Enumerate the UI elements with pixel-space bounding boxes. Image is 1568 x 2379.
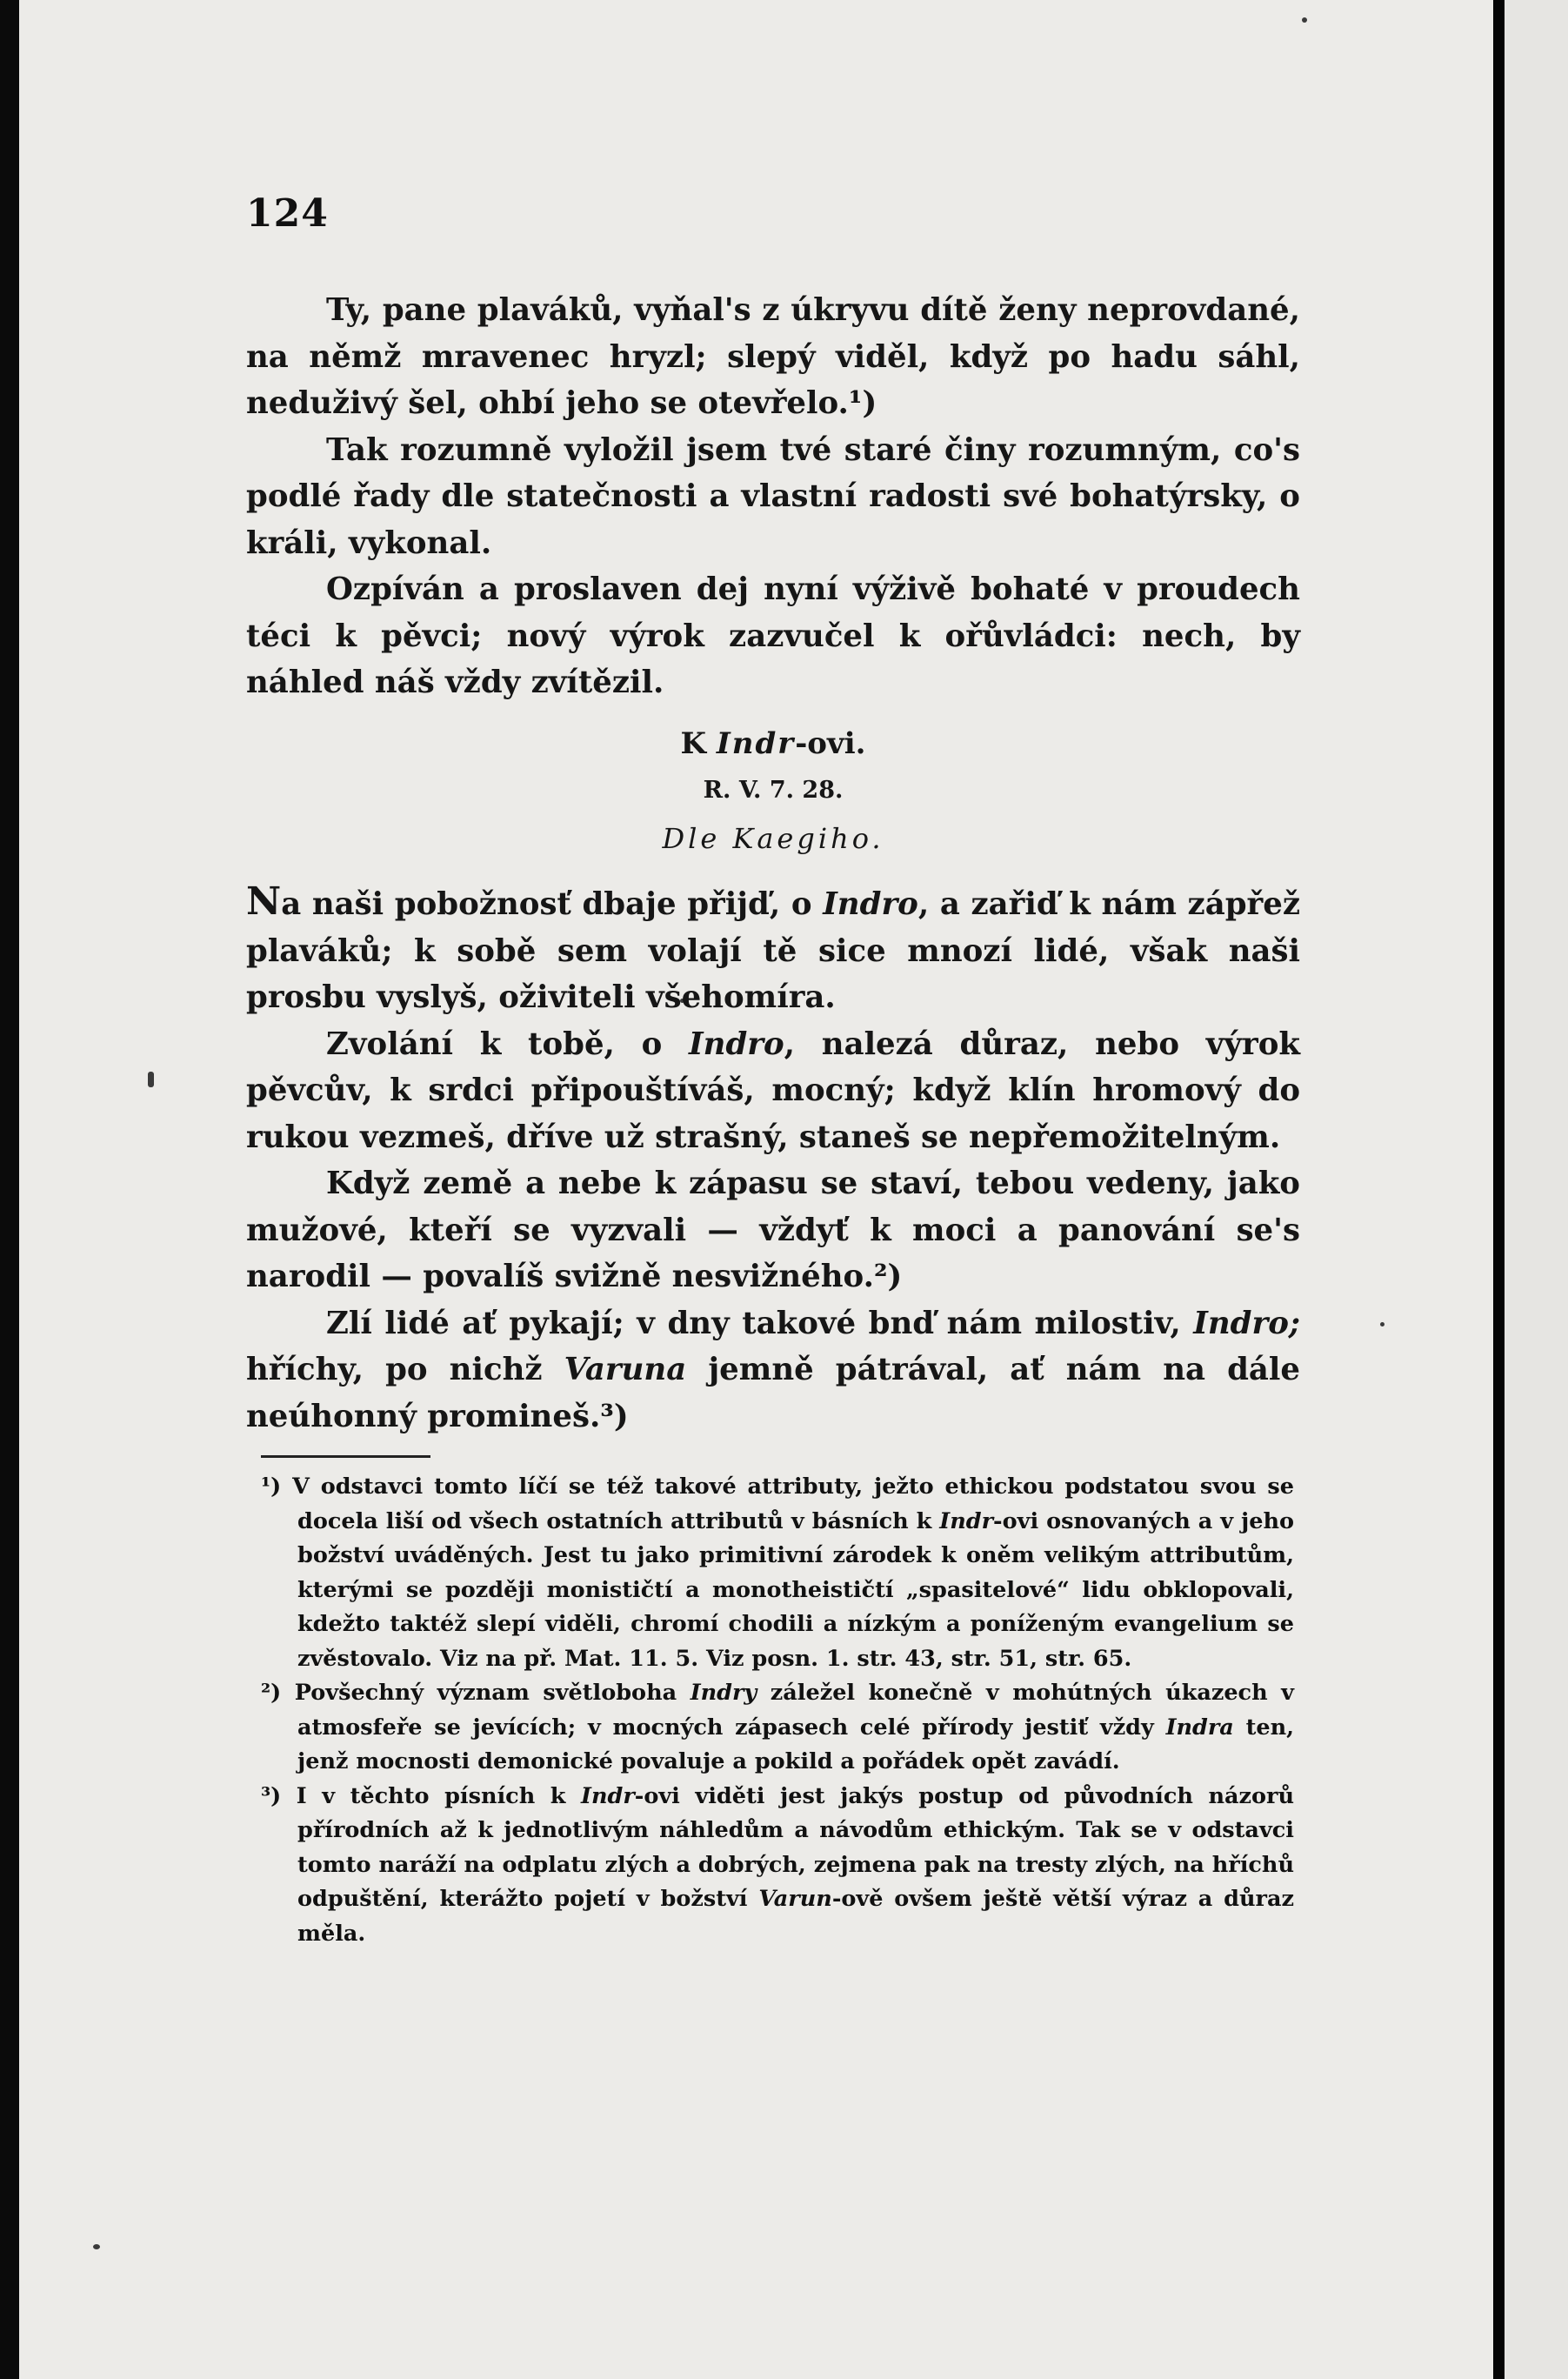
footnote-1	[261, 1470, 1294, 1676]
footnote-1-b: -ovi osnovaných a v jeho božství uváděných. Jest tu jako primitivní zárodek k oněm velikým attributům, kterými se později monističtí a monotheističtí „spasitelové“ lidu obklopovali, kdežto taktéž slepí viděli, chromí chodili a nízkým a poníženým evangelium se zvěstovalo. Viz na př. Mat. 11. 5. Viz posn. 1. str. 43, str. 51, str. 65.	[297, 1507, 1294, 1672]
intro-text	[246, 287, 1300, 706]
footnote-3	[261, 1780, 1294, 1952]
footnote-3-b: -ovi viděti jest jakýs postup od původních názorů přírodních až k jednotlivým náhledům a návodům ethickým. Tak se v odstavci tomto naráží na odplatu zlých a dobrých, zejmena pak na tresty zlých, na hříchů odpuštění, kterážto pojetí v božství	[297, 1782, 1295, 1912]
footnote-2-b: záležel konečně v mohútných úkazech v atmosfeře se jevících; v mocných zápasech celé přírody jestiť vždy	[297, 1680, 1294, 1741]
hymn-p1-b: , a zařiď k nám zápřež plaváků; k sobě sem volají tě sice mnozí lidé, však naši prosbu vyslyš, oživiteli všehomíra.	[246, 886, 1300, 1015]
footnote-1-mark: ¹)	[261, 1474, 282, 1500]
intro-paragraph-2: Tak rozumně vyložil jsem tvé staré činy rozumným, co's podlé řady dle statečnosti a vlastní radosti své bohatýrsky, o králi, vykonal.	[246, 431, 1300, 561]
hymn-p4-name2: Varuna	[564, 1352, 687, 1387]
hymn-paragraph-4	[246, 1300, 1300, 1440]
hymn-title-prefix: K	[680, 726, 717, 761]
footnote-3-name2: Varun	[758, 1886, 832, 1912]
hymn-p4-b: hříchy, po nichž	[246, 1352, 564, 1387]
hymn-p1-name: Indro	[823, 886, 918, 922]
hymn-p2-a: Zvolání k tobě, o	[326, 1026, 690, 1062]
hymn-p1-a: a naši pobožnosť dbaje přijď, o	[281, 886, 824, 922]
footnote-2-name: Indry	[690, 1680, 757, 1706]
footnote-2-mark: ²)	[261, 1680, 282, 1706]
footnote-2-name2: Indra	[1165, 1714, 1234, 1741]
footnotes	[261, 1470, 1294, 1951]
hymn-paragraph-1	[246, 879, 1300, 1021]
footnote-2-c: ten, jenž mocnosti demonické povaluje a pokild a pořádek opět zavádí.	[297, 1714, 1294, 1774]
hymn-p4-c: jemně pátrával, ať nám na dále neúhonný promineš.³)	[246, 1352, 1300, 1434]
hymn-title	[246, 726, 1300, 761]
page-gutter	[1493, 0, 1505, 2379]
footnote-2	[261, 1676, 1294, 1780]
footnote-3-c: -ově ovšem ještě větší výraz a důraz měla.	[297, 1886, 1294, 1947]
hymn-reference: R. V. 7. 28.	[703, 777, 844, 804]
footnote-2-a: Povšechný význam světloboha	[281, 1680, 691, 1706]
hymn-p2-name: Indro	[689, 1026, 784, 1062]
intro-paragraph-3: Ozpíván a proslaven dej nyní výživě bohaté v proudech téci k pěvci; nový výrok zazvučel k ořůvládci: nech, by náhled náš vždy zvítězil.	[246, 571, 1300, 700]
hymn-title-suffix: -ovi.	[795, 726, 866, 761]
hymn-paragraph-2	[246, 1021, 1300, 1161]
hymn-paragraph-3: Když země a nebe k zápasu se staví, tebou vedeny, jako mužové, kteří se vyzvali — vždyť k moci a panování se's narodil — povalíš svižně nesvižného.²)	[246, 1166, 1300, 1294]
drop-initial: N	[246, 879, 282, 924]
hymn-p2-b: , nalezá důraz, nebo výrok pěvcův, k srdci připouštíváš, mocný; když klín hromový do rukou vezmeš, dříve už strašný, staneš se nepřemožitelným.	[246, 1026, 1300, 1155]
hymn-source: Dle Kaegiho.	[662, 822, 884, 855]
intro-paragraph-1: Ty, pane plaváků, vyňal's z úkryvu dítě ženy neprovdané, na němž mravenec hryzl; slepý viděl, když po hadu sáhl, neduživý šel, ohbí jeho se otevřelo.¹)	[246, 292, 1300, 421]
hymn-text	[246, 879, 1300, 1440]
footnote-3-name: Indr	[581, 1782, 635, 1809]
footnote-3-a: I v těchto písních k	[281, 1782, 582, 1809]
footnote-3-mark: ³)	[261, 1782, 282, 1809]
page-number: 124	[246, 191, 329, 236]
footnote-1-a: V odstavci tomto líčí se též takové attributy, ježto ethickou podstatou svou se docela liší od všech ostatních attributů v básních k	[281, 1474, 1294, 1534]
hymn-p4-name: Indro;	[1193, 1305, 1300, 1341]
hymn-p4-a: Zlí lidé ať pykají; v dny takové bnď nám milostiv,	[326, 1305, 1194, 1341]
footnote-1-name: Indr	[939, 1507, 994, 1534]
facing-page-edge	[1505, 0, 1568, 2379]
footnote-rule	[261, 1455, 430, 1458]
hymn-title-name: Indr	[716, 726, 796, 761]
